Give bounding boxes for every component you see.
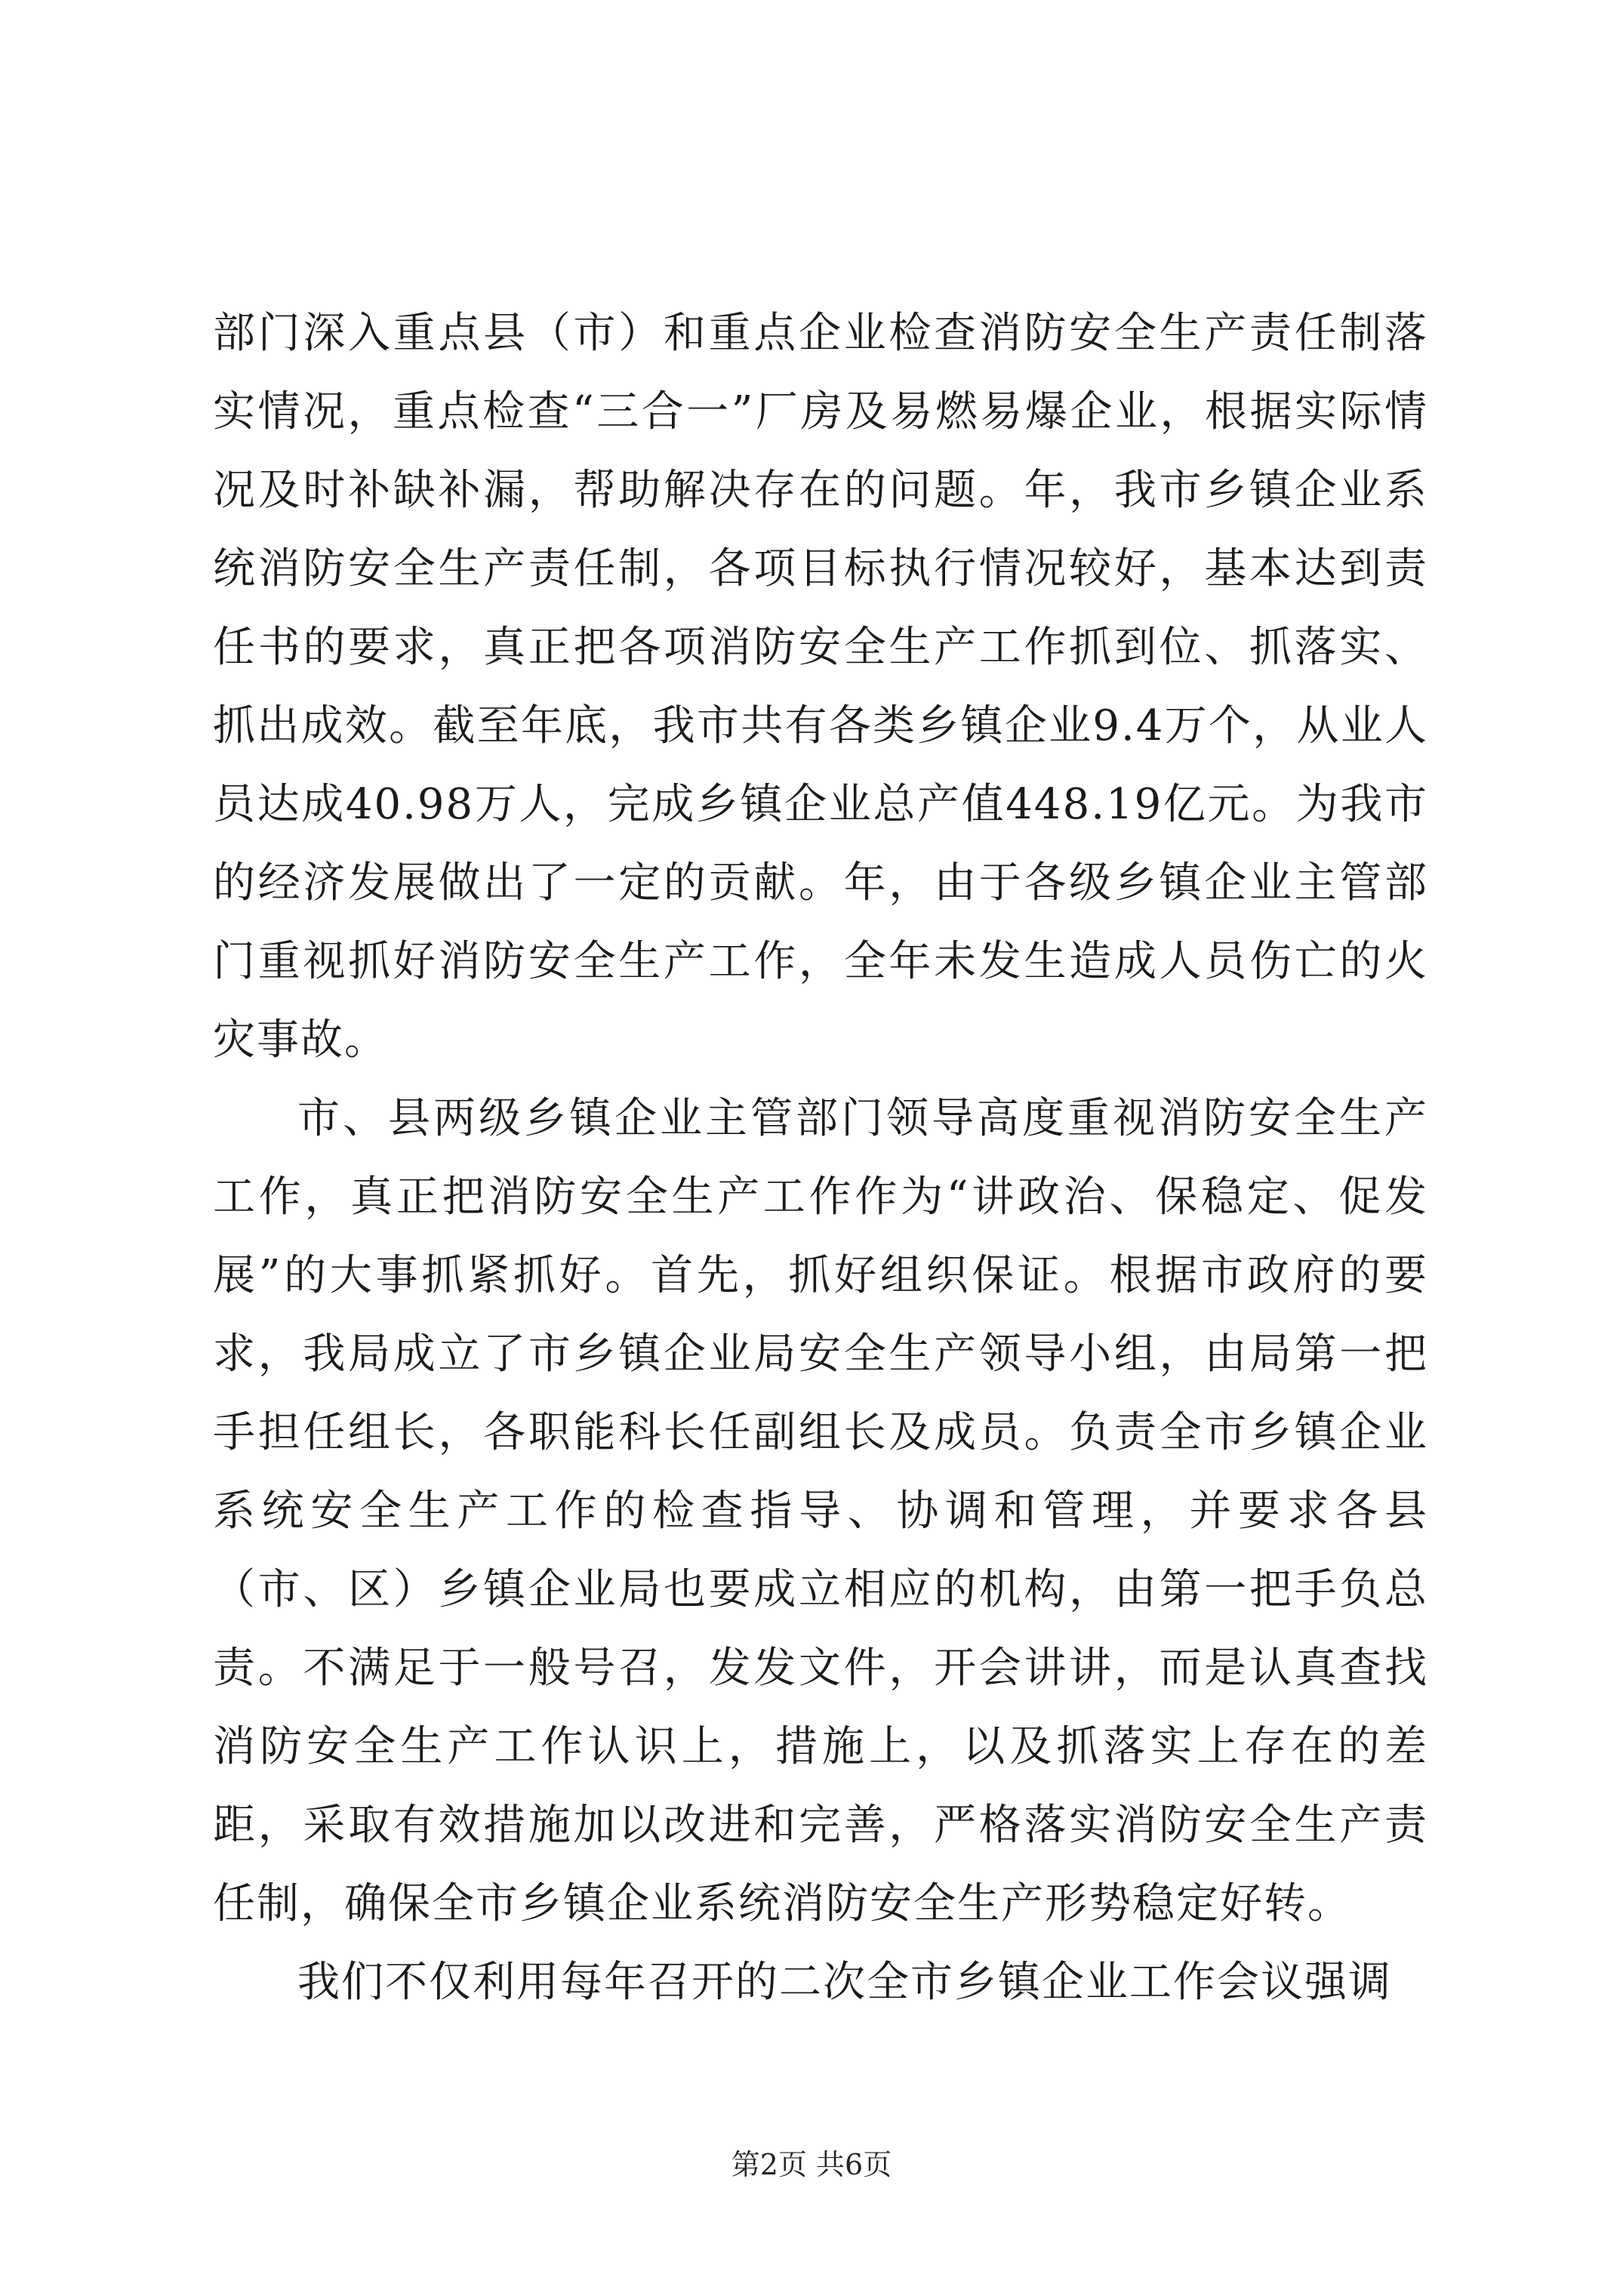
document-body bbox=[213, 294, 1428, 2022]
paragraph: 我们不仅利用每年召开的二次全市乡镇企业工作会议强调 bbox=[297, 1958, 1392, 2007]
page-footer: 第2页 共6页 bbox=[731, 2148, 892, 2181]
paragraph: 市、县两级乡镇企业主管部门领导高度重视消防安全生产工作，真正把消防安全生产工作作为“讲政治、保稳定、促发展”的大事抓紧抓好。首先，抓好组织保证。根据市政府的要求，我局成立了市乡镇企业局安全生产领导小组，由局第一把手担任组长，各职能科长任副组长及成员。负责全市乡镇企业系统安全生产工作的检查指导、协调和管理，并要求各县（市、区）乡镇企业局也要成立相应的机构，由第一把手负总责。不满足于一般号召，发发文件，开会讲讲，而是认真查找消防安全生产工作认识上，措施上，以及抓落实上存在的差距，采取有效措施加以改进和完善，严格落实消防安全生产责任制，确保全市乡镇企业系统消防安全生产形势稳定好转。 bbox=[213, 1094, 1428, 1928]
paragraph-continuation: 部门深入重点县（市）和重点企业检查消防安全生产责任制落实情况，重点检查“三合一”厂房及易燃易爆企业，根据实际情况及时补缺补漏，帮助解决存在的问题。年，我市乡镇企业系统消防安全生产责任制，各项目标执行情况较好，基本达到责任书的要求，真正把各项消防安全生产工作抓到位、抓落实、抓出成效。截至年底，我市共有各类乡镇企业9.4万个，从业人员达成40.98万人，完成乡镇企业总产值448.19亿元。为我市的经济发展做出了一定的贡献。年，由于各级乡镇企业主管部门重视抓好消防安全生产工作，全年未发生造成人员伤亡的火灾事故。 bbox=[213, 309, 1428, 1065]
